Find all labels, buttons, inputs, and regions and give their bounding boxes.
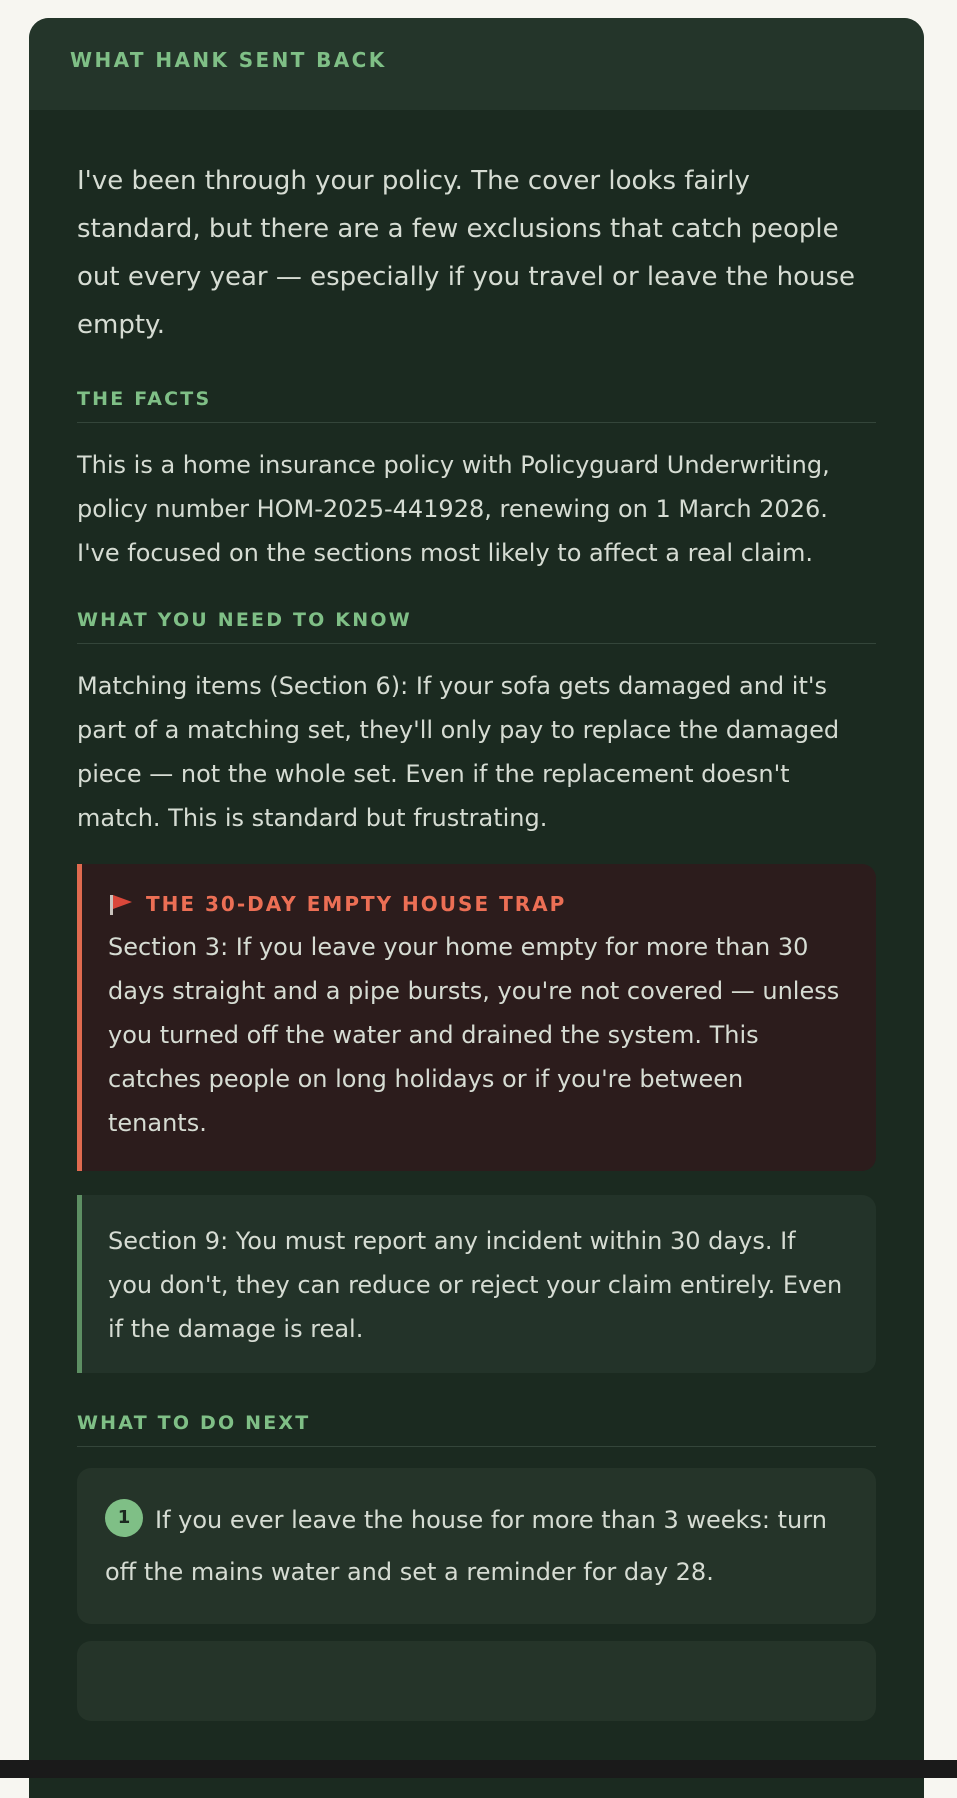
warning-text: Section 3: If you leave your home empty for more than 30 days straight and a pipe bursts, you're not covered — unless you turned off the water and drained the system. This catches people on long holidays or if you're between tenants. xyxy=(108,933,840,1137)
warning-title-row xyxy=(108,889,846,919)
step-item-partial xyxy=(77,1641,876,1721)
card-title: WHAT HANK SENT BACK xyxy=(70,48,387,72)
facts-paragraph: This is a home insurance policy with Policyguard Underwriting, policy number HOM-2025-441928, renewing on 1 March 2026. I've focused on the sections most likely to affect a real claim. xyxy=(77,451,830,567)
note-callout xyxy=(77,1195,876,1373)
intro-paragraph: I've been through your policy. The cover looks fairly standard, but there are a few exclusions that catch people out every year — especially if you travel or leave the house empty. xyxy=(77,166,856,340)
step-label: If you ever leave the house for more than 3 weeks: turn off the mains water and set a reminder for day 28. xyxy=(105,1506,827,1586)
know-heading: WHAT YOU NEED TO KNOW xyxy=(77,609,876,644)
bottom-bar xyxy=(0,1760,957,1778)
flag-icon xyxy=(108,893,132,915)
next-heading: WHAT TO DO NEXT xyxy=(77,1412,876,1447)
step-text xyxy=(105,1494,848,1598)
step-number-badge: 1 xyxy=(105,1499,143,1537)
response-card xyxy=(29,18,924,1798)
facts-heading: THE FACTS xyxy=(77,388,876,423)
warning-callout xyxy=(77,864,876,1171)
step-item xyxy=(77,1468,876,1624)
warning-title: THE 30-DAY EMPTY HOUSE TRAP xyxy=(146,892,567,916)
know-paragraph: Matching items (Section 6): If your sofa gets damaged and it's part of a matching set, they'll only pay to replace the damaged piece — not the whole set. Even if the replacement doesn't match. This is standard but frustrating. xyxy=(77,672,840,832)
note-text: Section 9: You must report any incident within 30 days. If you don't, they can reduce or reject your claim entirely. Even if the damage is real. xyxy=(108,1227,843,1343)
card-body xyxy=(29,157,924,1721)
card-header xyxy=(29,18,924,110)
